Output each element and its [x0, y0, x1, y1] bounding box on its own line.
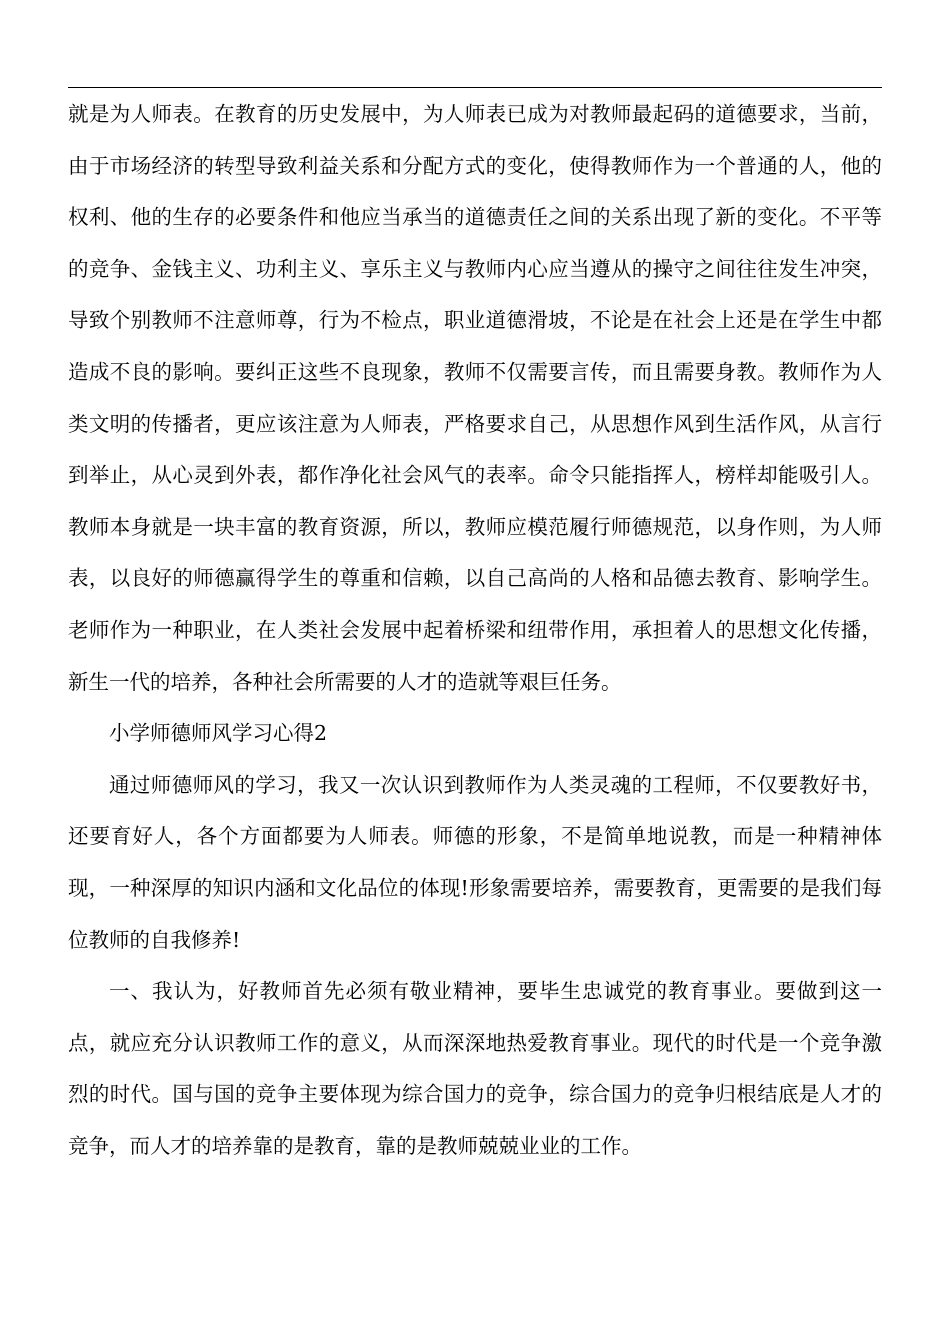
- document-body: [68, 89, 882, 1172]
- header-rule: [68, 87, 882, 88]
- paragraph-point-one: 一、我认为，好教师首先必须有敬业精神，要毕生忠诚党的教育事业。要做到这一点，就应充分认识教师工作的意义，从而深深地热爱教育事业。现代的时代是一个竞争激烈的时代。国与国的竞争主要体现为综合国力的竞争，综合国力的竞争归根结底是人才的竞争，而人才的培养靠的是教育，靠的是教师兢兢业业的工作。: [68, 979, 882, 1158]
- paragraph-continuation: 就是为人师表。在教育的历史发展中，为人师表已成为对教师最起码的道德要求，当前，由于市场经济的转型导致利益关系和分配方式的变化，使得教师作为一个普通的人，他的权利、他的生存的必要条件和他应当承当的道德责任之间的关系出现了新的变化。不平等的竞争、金钱主义、功利主义、享乐主义与教师内心应当遵从的操守之间往往发生冲突，导致个别教师不注意师尊，行为不检点，职业道德滑坡，不论是在社会上还是在学生中都造成不良的影响。要纠正这些不良现象，教师不仅需要言传，而且需要身教。教师作为人类文明的传播者，更应该注意为人师表，严格要求自己，从思想作风到生活作风，从言行到举止，从心灵到外表，都作净化社会风气的表率。命令只能指挥人，榜样却能吸引人。教师本身就是一块丰富的教育资源，所以，教师应模范履行师德规范，以身作则，为人师表，以良好的师德赢得学生的尊重和信赖，以自己高尚的人格和品德去教育、影响学生。 老师作为一种职业，在人类社会发展中起着桥梁和纽带作用，承担着人的思想文化传播，新生一代的培养，各种社会所需要的人才的造就等艰巨任务。: [68, 102, 882, 694]
- section-heading: 小学师德师风学习心得2: [109, 721, 328, 746]
- paragraph-intro: 通过师德师风的学习，我又一次认识到教师作为人类灵魂的工程师，不仅要教好书，还要育好人，各个方面都要为人师表。师德的形象，不是简单地说教，而是一种精神体现，一种深厚的知识内涵和文化品位的体现!形象需要培养，需要教育，更需要的是我们每位教师的自我修养!: [68, 772, 882, 952]
